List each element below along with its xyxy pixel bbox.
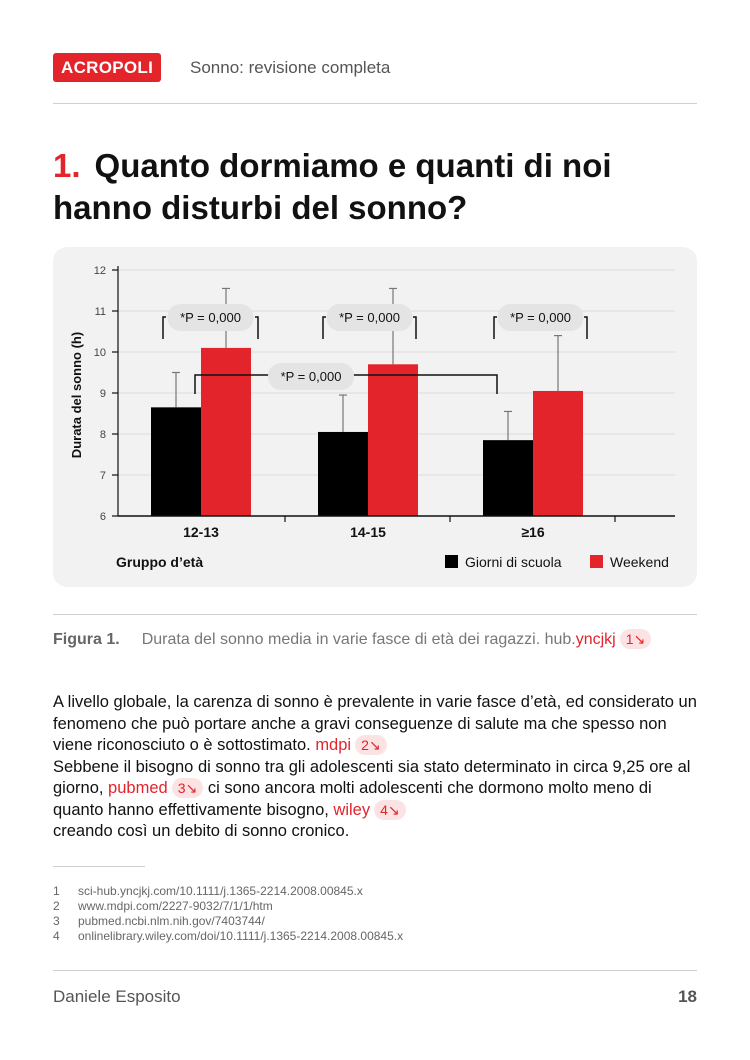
figure-label: Figura 1. (53, 631, 120, 648)
body-text-3: ci sono ancora molti adolescenti che dormono molto meno di quanto hanno effettivamente bisogno, (53, 779, 652, 819)
caption-text: Durata del sonno media in varie fasce di età dei ragazzi. hub. (141, 631, 576, 648)
annotation-label: *P = 0,000 (180, 310, 241, 325)
y-tick-label: 11 (94, 306, 106, 318)
pubmed-link[interactable]: pubmed (108, 779, 168, 797)
footnote-item (53, 899, 653, 914)
brand-logo[interactable]: ACROPOLI (53, 53, 161, 82)
footnote-list (53, 884, 653, 944)
header-divider (53, 103, 697, 104)
chart-legend (445, 554, 669, 570)
bar-chart (53, 247, 697, 587)
y-tick-label: 8 (99, 429, 106, 441)
bar-weekend (201, 348, 251, 516)
caption-source-link[interactable]: yncjkj (575, 631, 616, 648)
chart-bars (151, 348, 583, 516)
footnote-url[interactable]: onlinelibrary.wiley.com/doi/10.1111/j.1365-2214.2008.00845.x (78, 929, 404, 943)
legend-label-weekend: Weekend (610, 554, 669, 570)
footnote-number: 1 (53, 884, 60, 898)
x-tick-label: 14-15 (350, 524, 386, 540)
annotation-label: *P = 0,000 (510, 310, 571, 325)
footnote-item (53, 929, 653, 944)
footnote-item (53, 884, 653, 899)
footer-divider (53, 970, 697, 971)
bar-school (318, 432, 368, 516)
y-axis-label: Durata del sonno (h) (69, 331, 84, 459)
figure-chart (53, 247, 697, 587)
legend-swatch-weekend (590, 555, 603, 568)
footnote-url[interactable]: sci-hub.yncjkj.com/10.1111/j.1365-2214.2008.00845.x (78, 884, 363, 898)
mdpi-link[interactable]: mdpi (315, 736, 352, 754)
figure-caption (53, 629, 697, 651)
body-text-1: A livello globale, la carenza di sonno è prevalente in varie fasce d’età, ed considerato un fenomeno che può portare anche a gravi conseguenze di salute ma che spesso non viene riconosciuto o è sottostimato. (53, 693, 697, 754)
legend-swatch-school (445, 555, 458, 568)
section-heading (53, 145, 703, 229)
bar-weekend (533, 391, 583, 516)
footnote-number: 2 (53, 899, 60, 913)
legend-label-school: Giorni di scuola (465, 554, 562, 570)
caption-ref-badge[interactable]: 1↘ (620, 629, 652, 649)
y-tick-label: 9 (99, 388, 106, 400)
footnote-number: 4 (53, 929, 60, 943)
ref-badge-4[interactable]: 4↘ (374, 800, 406, 820)
footer-author: Daniele Esposito (53, 987, 181, 1006)
footnote-divider (53, 866, 145, 867)
footnote-url[interactable]: www.mdpi.com/2227-9032/7/1/1/htm (78, 899, 273, 913)
annotation-label: *P = 0,000 (339, 310, 400, 325)
page-number: 18 (678, 987, 697, 1006)
footnote-number: 3 (53, 914, 60, 928)
x-tick-label: 12-13 (183, 524, 219, 540)
y-tick-label: 10 (93, 347, 106, 359)
ref-badge-3[interactable]: 3↘ (172, 778, 204, 798)
body-text-2: Sebbene il bisogno di sonno tra gli adolescenti sia stato determinato in circa 9,25 ore al giorno, (53, 757, 691, 797)
document-title: Sonno: revisione completa (190, 58, 391, 77)
bar-school (151, 407, 201, 516)
wiley-link[interactable]: wiley (333, 800, 371, 819)
bar-school (483, 440, 533, 516)
footnote-url[interactable]: pubmed.ncbi.nlm.nih.gov/7403744/ (78, 914, 265, 928)
y-tick-label: 6 (99, 511, 106, 523)
x-axis-label: Gruppo d’età (116, 554, 204, 570)
footnote-item (53, 914, 653, 929)
body-paragraph (53, 692, 703, 843)
bar-weekend (368, 364, 418, 516)
body-text-4: creando così un debito di sonno cronico. (53, 822, 350, 840)
y-tick-label: 7 (99, 470, 106, 482)
section-heading-text: Quanto dormiamo e quanti di noi hanno disturbi del sonno? (53, 147, 612, 226)
page-header (53, 53, 697, 83)
ref-badge-2[interactable]: 2↘ (355, 735, 387, 755)
section-number: 1. (53, 147, 81, 184)
figure-divider (53, 614, 697, 615)
x-tick-label: ≥16 (521, 524, 545, 540)
y-tick-label: 12 (93, 265, 106, 277)
annotation-label: *P = 0,000 (280, 369, 342, 384)
